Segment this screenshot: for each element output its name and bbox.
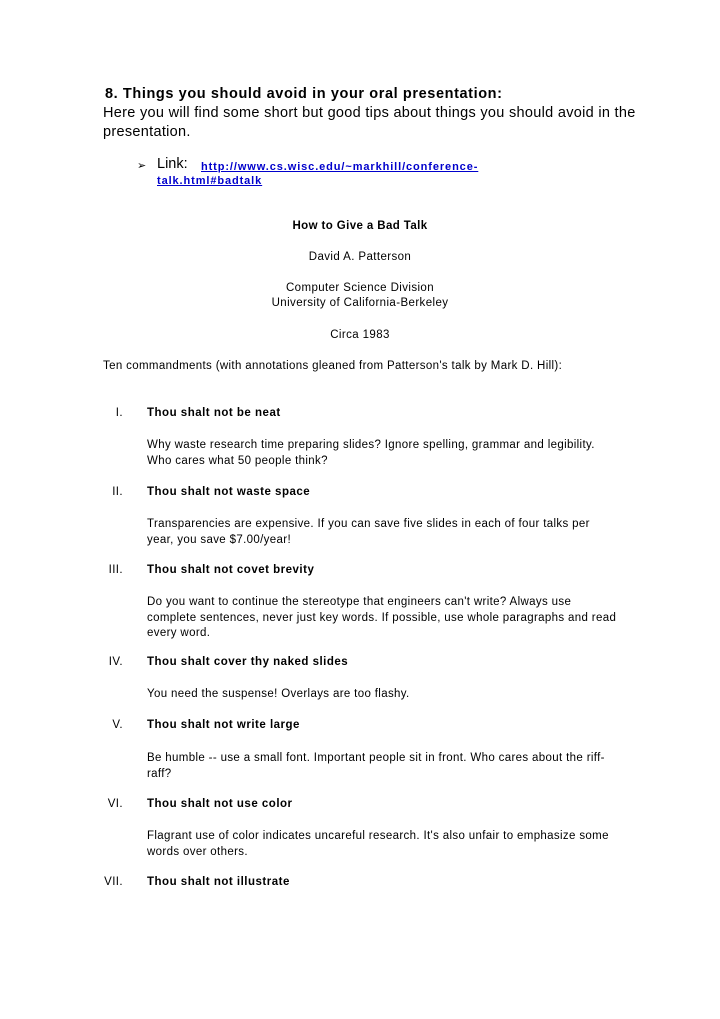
commandment-title: Thou shalt not write large bbox=[147, 719, 300, 731]
commandment-annotation: Transparencies are expensive. If you can save five slides in each of four talks per year, you save $7.00/year! bbox=[147, 518, 590, 546]
section-heading: 8. Things you should avoid in your oral presentation: bbox=[105, 86, 503, 102]
commandment-title: Thou shalt not use color bbox=[147, 798, 293, 810]
author-affiliation-department: Computer Science Division bbox=[285, 282, 435, 294]
commandment-annotation: You need the suspense! Overlays are too flashy. bbox=[147, 688, 410, 700]
author-affiliation-university: University of California-Berkeley bbox=[271, 297, 449, 309]
commandment-numeral: V. bbox=[112, 719, 123, 731]
arrow-bullet-icon: ➢ bbox=[137, 160, 147, 172]
commandment-annotation: Why waste research time preparing slides? Ignore spelling, grammar and legibility. Who cares what 50 people think? bbox=[147, 439, 595, 467]
bad-talk-link[interactable]: http://www.cs.wisc.edu/~markhill/conference- bbox=[201, 161, 479, 173]
commandment-title: Thou shalt not be neat bbox=[147, 407, 281, 419]
commandments-lead: Ten commandments (with annotations gleaned from Patterson's talk by Mark D. Hill): bbox=[103, 360, 563, 372]
section-intro: Here you will find some short but good tips about things you should avoid in the presentation. bbox=[103, 105, 636, 140]
commandment-numeral: VI. bbox=[107, 798, 123, 810]
commandment-title: Thou shalt not illustrate bbox=[147, 876, 290, 888]
bad-talk-link-continued[interactable]: talk.html#badtalk bbox=[157, 175, 263, 187]
commandment-annotation: Flagrant use of color indicates uncareful research. It's also unfair to emphasize some words over others. bbox=[147, 830, 609, 858]
commandment-numeral: IV. bbox=[108, 656, 123, 668]
talk-date: Circa 1983 bbox=[330, 329, 390, 341]
link-label: Link: bbox=[157, 156, 188, 172]
commandment-annotation: Do you want to continue the stereotype that engineers can't write? Always use complete sentences, never just key words. If possible, use whole paragraphs and read every word. bbox=[147, 596, 617, 639]
commandment-title: Thou shalt not waste space bbox=[147, 486, 311, 498]
commandment-numeral: III. bbox=[108, 564, 123, 576]
commandment-numeral: VII. bbox=[104, 876, 123, 888]
commandment-numeral: I. bbox=[115, 407, 123, 419]
talk-author: David A. Patterson bbox=[308, 251, 412, 263]
commandment-annotation: Be humble -- use a small font. Important people sit in front. Who cares about the riff-raff? bbox=[147, 752, 605, 780]
commandment-numeral: II. bbox=[112, 486, 123, 498]
commandment-title: Thou shalt not covet brevity bbox=[147, 564, 315, 576]
talk-title: How to Give a Bad Talk bbox=[292, 220, 428, 232]
commandment-title: Thou shalt cover thy naked slides bbox=[147, 656, 349, 668]
